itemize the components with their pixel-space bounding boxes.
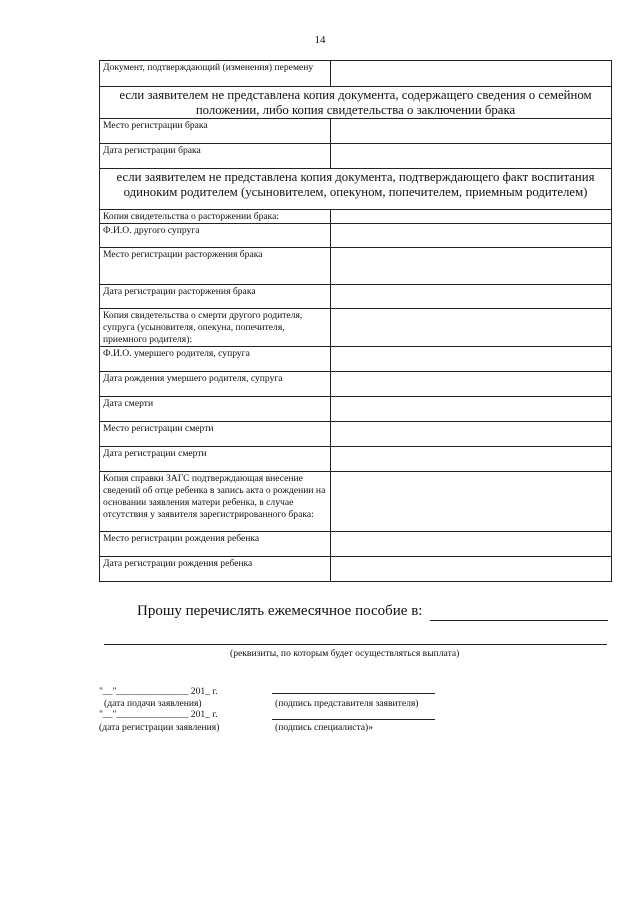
field-label: Дата регистрации смерти (100, 447, 331, 472)
field-row (100, 248, 612, 285)
applicant-signature-caption: (подпись представителя заявителя) (275, 698, 419, 709)
field-row (100, 397, 612, 422)
field-value-cell[interactable] (331, 309, 612, 347)
field-value-cell[interactable] (331, 224, 612, 248)
field-label: Место регистрации расторжения брака (100, 248, 331, 285)
section-heading: если заявителем не представлена копия документа, подтверждающего факт воспитания одиноким родителем (усыновителем, опекуном, попечителем, приемным родителем) (100, 169, 612, 210)
field-label: Копия свидетельства о смерти другого родителя, супруга (усыновителя, опекуна, попечителя, приемного родителя): (100, 309, 331, 347)
field-row (100, 347, 612, 372)
field-value-cell[interactable] (331, 422, 612, 447)
field-row (100, 309, 612, 347)
payment-recipient-field[interactable] (430, 620, 608, 621)
field-value-cell[interactable] (331, 61, 612, 87)
field-value-cell[interactable] (331, 347, 612, 372)
field-label: Дата регистрации расторжения брака (100, 285, 331, 309)
section-row (100, 87, 612, 119)
payment-details-caption: (реквизиты, по которым будет осуществляться выплата) (230, 648, 460, 659)
field-label: Ф.И.О. умершего родителя, супруга (100, 347, 331, 372)
field-row (100, 119, 612, 144)
field-label: Документ, подтверждающий (изменения) перемену (100, 61, 331, 87)
payment-details-field[interactable] (104, 644, 607, 645)
field-row (100, 224, 612, 248)
registration-date-caption: (дата регистрации заявления) (99, 722, 220, 733)
field-label: Дата смерти (100, 397, 331, 422)
field-value-cell[interactable] (331, 372, 612, 397)
field-label: Копия справки ЗАГС подтверждающая внесение сведений об отце ребенка в запись акта о рождении на основании заявления матери ребенка, в случае отсутствия у заявителя зарегистрированного брака: (100, 472, 331, 532)
field-value-cell[interactable] (331, 119, 612, 144)
field-value-cell[interactable] (331, 557, 612, 582)
field-row (100, 447, 612, 472)
field-row (100, 557, 612, 582)
field-label: Дата рождения умершего родителя, супруга (100, 372, 331, 397)
field-label: Место регистрации рождения ребенка (100, 532, 331, 557)
field-value-cell[interactable] (331, 210, 612, 224)
field-label: Место регистрации смерти (100, 422, 331, 447)
field-row (100, 144, 612, 169)
submission-date-field[interactable]: "__"_______________ 201_ г. (99, 686, 218, 697)
application-form-table (99, 60, 612, 582)
field-row (100, 532, 612, 557)
field-label: Место регистрации брака (100, 119, 331, 144)
field-row (100, 472, 612, 532)
page-number: 14 (314, 34, 326, 46)
field-label: Дата регистрации рождения ребенка (100, 557, 331, 582)
applicant-signature-field[interactable] (272, 693, 435, 694)
field-label: Ф.И.О. другого супруга (100, 224, 331, 248)
section-heading: если заявителем не представлена копия документа, содержащего сведения о семейном положении, либо копия свидетельства о заключении брака (100, 87, 612, 119)
field-value-cell[interactable] (331, 447, 612, 472)
field-row (100, 372, 612, 397)
field-label: Копия свидетельства о расторжении брака: (100, 210, 331, 224)
field-value-cell[interactable] (331, 144, 612, 169)
specialist-signature-field[interactable] (272, 719, 435, 720)
field-value-cell[interactable] (331, 248, 612, 285)
field-row (100, 61, 612, 87)
section-row (100, 169, 612, 210)
field-label: Дата регистрации брака (100, 144, 331, 169)
field-row (100, 422, 612, 447)
submission-date-caption: (дата подачи заявления) (104, 698, 202, 709)
field-value-cell[interactable] (331, 532, 612, 557)
registration-date-field[interactable]: "__"_______________ 201_ г. (99, 709, 218, 720)
specialist-signature-caption: (подпись специалиста)» (275, 722, 374, 733)
field-value-cell[interactable] (331, 472, 612, 532)
payment-request-text: Прошу перечислять ежемесячное пособие в: (137, 603, 423, 619)
field-value-cell[interactable] (331, 285, 612, 309)
field-row (100, 285, 612, 309)
field-value-cell[interactable] (331, 397, 612, 422)
field-row (100, 210, 612, 224)
